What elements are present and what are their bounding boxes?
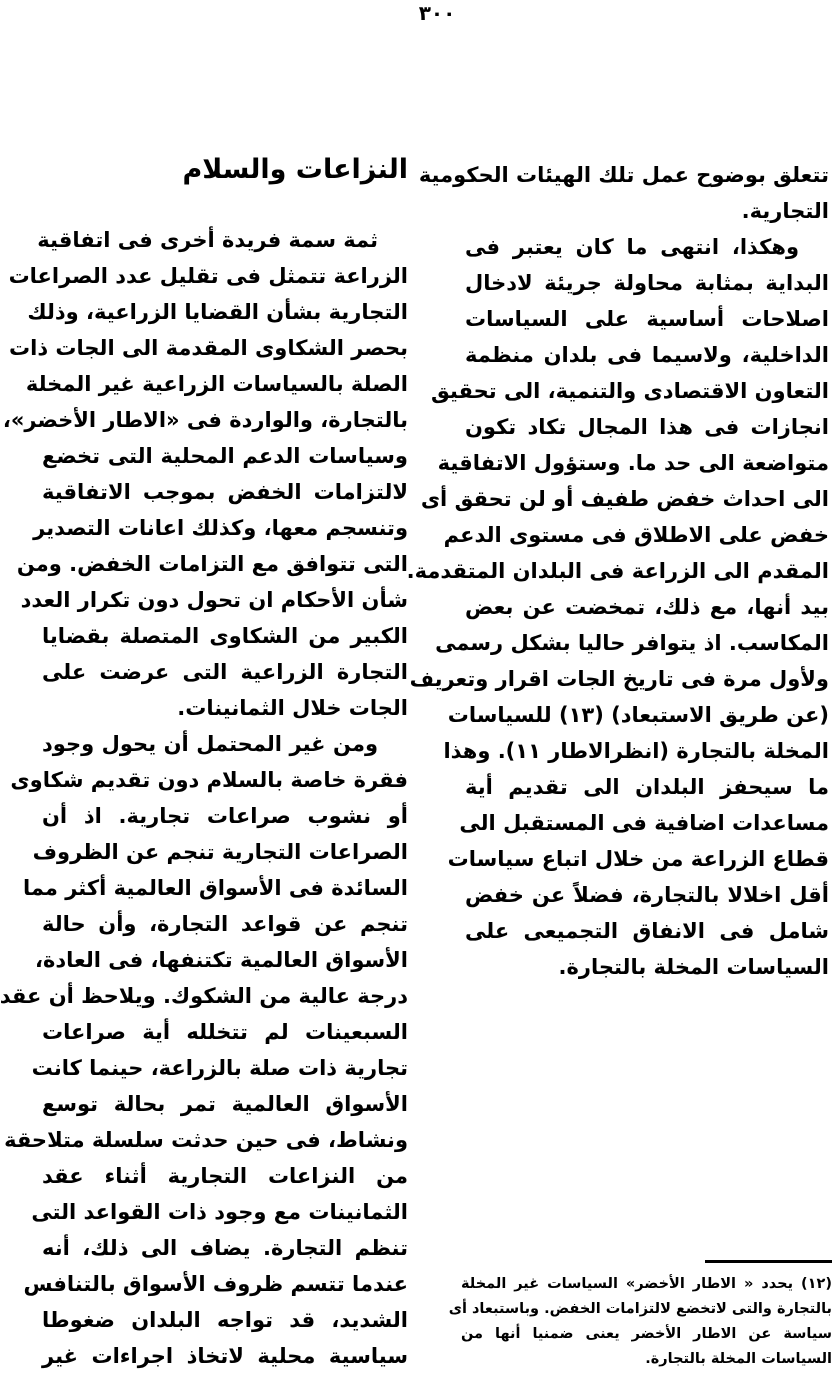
text-line: بحصر الشكاوى المقدمة الى الجات ذات	[9, 336, 408, 360]
text-line: تجارية ذات صلة بالزراعة، حينما كانت	[31, 1056, 408, 1080]
text-line: بيد أنها، مع ذلك، تمخضت عن بعض	[465, 595, 829, 619]
left-column	[0, 150, 408, 1374]
text-line: الأسواق العالمية تمر بحالة توسع	[42, 1092, 408, 1116]
text-line: من النزاعات التجارية أثناء عقد	[42, 1164, 408, 1188]
text-line: الكبير من الشكاوى المتصلة بقضايا	[42, 624, 408, 648]
text-line: خفض على الاطلاق فى مستوى الدعم	[443, 523, 829, 547]
paragraph	[418, 157, 829, 229]
text-line: التعاون الاقتصادى والتنمية، الى تحقيق	[431, 379, 829, 403]
text-line: مساعدات اضافية فى المستقبل الى	[459, 811, 829, 835]
text-line: (عن طريق الاستبعاد) (١٣) للسياسات	[447, 703, 829, 727]
text-line: درجة عالية من الشكوك. ويلاحظ أن عقد	[0, 984, 408, 1008]
text-line: شأن الأحكام ان تحول دون تكرار العدد	[20, 588, 408, 612]
text-line: الثمانينات مع وجود ذات القواعد التى	[31, 1200, 408, 1224]
text-line: التجارة الزراعية التى عرضت على	[42, 660, 408, 684]
text-line: البداية بمثابة محاولة جريئة لادخال	[465, 271, 829, 295]
text-line: الصلة بالسياسات الزراعية غير المخلة	[25, 372, 408, 396]
footnote-line: سياسة عن الاطار الأخضر يعنى ضمنيا أنها من	[461, 1326, 832, 1342]
text-line: وهكذا، انتهى ما كان يعتبر فى	[465, 235, 799, 259]
text-line: متواضعة الى حد ما. وستؤول الاتفاقية	[437, 451, 829, 475]
footnote-divider	[705, 1260, 832, 1263]
text-line: المكاسب. اذ يتوافر حاليا بشكل رسمى	[435, 631, 829, 655]
text-line: وتنسجم معها، وكذلك اعانات التصدير	[33, 516, 408, 540]
right-column	[406, 157, 829, 985]
text-line: أقل اخلالا بالتجارة، فضلاً عن خفض	[465, 883, 829, 907]
text-line: فقرة خاصة بالسلام دون تقديم شكاوى	[10, 768, 408, 792]
footnote-line: السياسات المخلة بالتجارة.	[645, 1351, 832, 1367]
text-line: الى احداث خفض طفيف أو لن تحقق أى	[420, 487, 829, 511]
page-number: ٣٠٠	[418, 1, 456, 25]
text-line: التى تتوافق مع التزامات الخفض. ومن	[16, 552, 408, 576]
text-line: السائدة فى الأسواق العالمية أكثر مما	[22, 876, 408, 900]
footnote-line: (١٢) يحدد « الاطار الأخضر» السياسات غير المخلة	[461, 1276, 832, 1292]
text-line: التجارية بشأن القضايا الزراعية، وذلك	[27, 300, 408, 324]
text-line: أو نشوب صراعات تجارية. اذ أن	[42, 804, 408, 828]
text-line: قطاع الزراعة من خلال اتباع سياسات	[447, 847, 829, 871]
text-line: ومن غير المحتمل أن يحول وجود	[42, 732, 378, 756]
text-line: لالتزامات الخفض بموجب الاتفاقية	[42, 480, 408, 504]
text-line: شامل فى الانفاق التجميعى على	[465, 919, 829, 943]
left-column-body	[0, 222, 408, 1374]
text-line: تتعلق بوضوح عمل تلك الهيئات الحكومية	[418, 163, 829, 187]
text-line: تنظم التجارة. يضاف الى ذلك، أنه	[42, 1236, 408, 1260]
text-line: وسياسات الدعم المحلية التى تخضع	[42, 444, 408, 468]
text-line: الداخلية، ولاسيما فى بلدان منظمة	[465, 343, 829, 367]
paragraph	[406, 229, 829, 985]
footnote	[448, 1272, 832, 1372]
paragraph	[0, 726, 408, 1374]
text-line: ما سيحفز البلدان الى تقديم أية	[465, 775, 829, 799]
text-line: ثمة سمة فريدة أخرى فى اتفاقية	[37, 228, 378, 252]
text-line: اصلاحات أساسية على السياسات	[465, 307, 829, 331]
text-line: الأسواق العالمية تكتنفها، فى العادة،	[34, 948, 408, 972]
text-line: ولأول مرة فى تاريخ الجات اقرار وتعريف	[409, 667, 829, 691]
text-line: التجارية.	[741, 199, 829, 223]
text-line: الشديد، قد تواجه البلدان ضغوطا	[42, 1308, 408, 1332]
footnote-line: بالتجارة والتى لاتخضع لالتزامات الخفض. وباستبعاد أى	[448, 1301, 832, 1317]
text-line: المقدم الى الزراعة فى البلدان المتقدمة.	[406, 559, 829, 583]
text-line: السياسات المخلة بالتجارة.	[558, 955, 829, 979]
text-line: عندما تتسم ظروف الأسواق بالتنافس	[23, 1272, 408, 1296]
text-line: المخلة بالتجارة (انظرالاطار ١١). وهذا	[443, 739, 829, 763]
text-line: سياسية محلية لاتخاذ اجراءات غير	[42, 1344, 408, 1368]
text-line: السبعينات لم تتخلله أية صراعات	[42, 1020, 408, 1044]
text-line: انجازات فى هذا المجال تكاد تكون	[465, 415, 829, 439]
text-line: الزراعة تتمثل فى تقليل عدد الصراعات	[8, 264, 408, 288]
text-line: الجات خلال الثمانينات.	[177, 696, 408, 720]
text-line: بالتجارة، والواردة فى «الاطار الأخضر»،	[2, 408, 408, 432]
section-heading: النزاعات والسلام	[182, 154, 408, 185]
text-line: تنجم عن قواعد التجارة، وأن حالة	[42, 912, 408, 936]
text-line: الصراعات التجارية تنجم عن الظروف	[32, 840, 408, 864]
text-line: ونشاط، فى حين حدثت سلسلة متلاحقة	[4, 1128, 408, 1152]
paragraph	[2, 222, 408, 726]
